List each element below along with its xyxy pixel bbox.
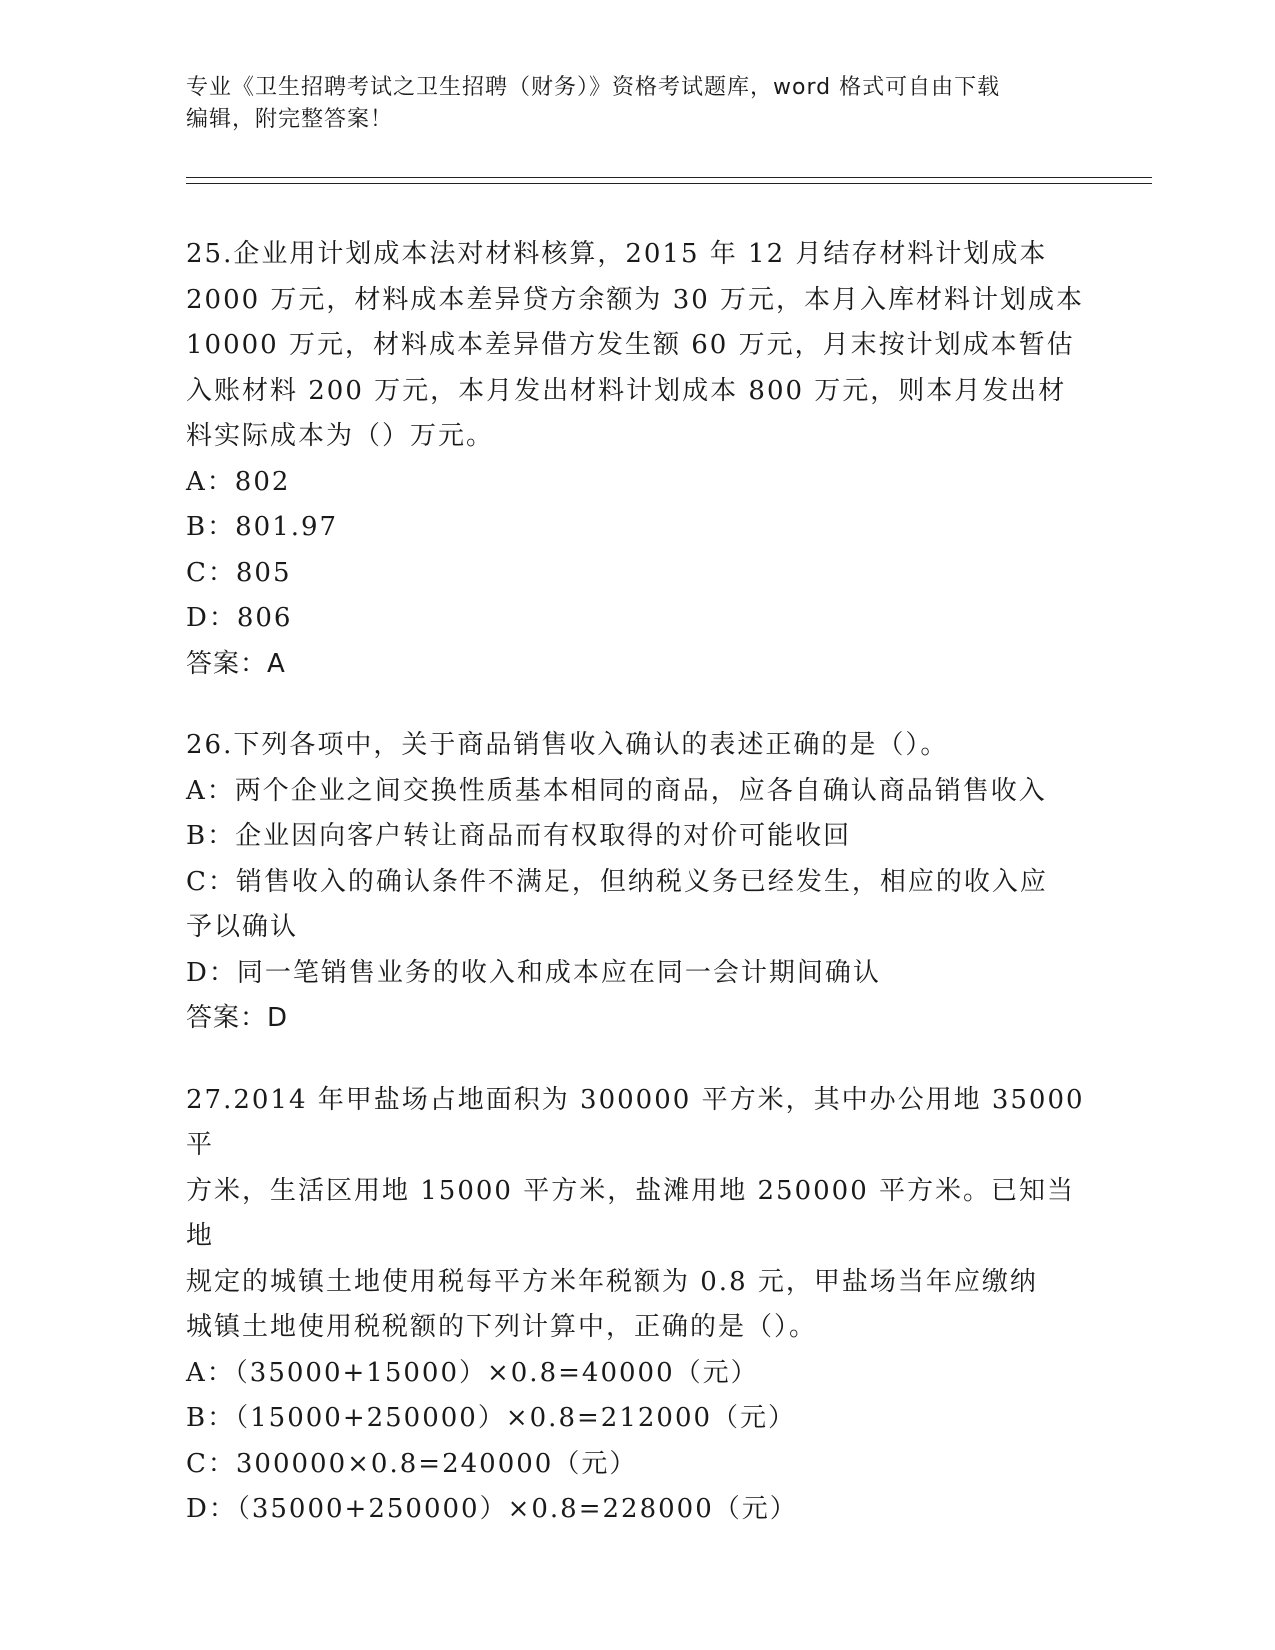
stem-line: 10000 万元，材料成本差异借方发生额 60 万元，月末按计划成本暂估: [186, 330, 1075, 360]
stem-line: 料实际成本为（）万元。: [186, 421, 495, 451]
stem-line: 方米，生活区用地 15000 平方米，盐滩用地 250000 平方米。已知当地: [186, 1175, 1076, 1251]
option-d: D：同一笔销售业务的收入和成本应在同一会计期间确认: [186, 957, 881, 988]
option-a: A：802: [186, 466, 291, 497]
stem-line: 26.下列各项中，关于商品销售收入确认的表述正确的是（）。: [186, 730, 949, 760]
question-25: [186, 232, 1086, 687]
question-stem: [186, 723, 1086, 769]
option-a: A：两个企业之间交换性质基本相同的商品，应各自确认商品销售收入: [186, 775, 1047, 806]
stem-line: 规定的城镇土地使用税每平方米年税额为 0.8 元，甲盐场当年应缴纳: [186, 1266, 1038, 1297]
option-a: A：（35000+15000）×0.8=40000（元）: [186, 1357, 759, 1388]
answer-line: 答案：D: [186, 1003, 289, 1033]
option-c: C：销售收入的确认条件不满足，但纳税义务已经发生，相应的收入应: [186, 866, 1048, 897]
header-line: 专业《卫生招聘考试之卫生招聘（财务）》资格考试题库，word 格式可自由下载: [186, 75, 1001, 100]
question-list: [186, 232, 1086, 1569]
stem-line: 25.企业用计划成本法对材料核算，2015 年 12 月结存材料计划成本: [186, 239, 1048, 269]
stem-line: 27.2014 年甲盐场占地面积为 300000 平方米，其中办公用地 35000 平: [186, 1084, 1085, 1160]
header-line: 编辑，附完整答案！: [186, 107, 394, 132]
question-stem: [186, 1078, 1086, 1351]
stem-line: 入账材料 200 万元，本月发出材料计划成本 800 万元，则本月发出材: [186, 375, 1067, 406]
question-27: [186, 1078, 1086, 1533]
header-divider: [186, 177, 1152, 178]
answer-line: 答案：A: [186, 648, 286, 679]
document-header: [186, 72, 1086, 136]
option-b: B：（15000+250000）×0.8=212000（元）: [186, 1403, 797, 1433]
option-b: B：801.97: [186, 512, 339, 542]
stem-line: 城镇土地使用税税额的下列计算中，正确的是（）。: [186, 1312, 818, 1342]
option-c: C：805: [186, 557, 292, 588]
option-d: D：（35000+250000）×0.8=228000（元）: [186, 1494, 798, 1524]
option-c-continued: 予以确认: [186, 912, 299, 942]
header-divider: [186, 183, 1152, 184]
stem-line: 2000 万元，材料成本差异贷方余额为 30 万元，本月入库材料计划成本: [186, 284, 1085, 315]
option-c: C：300000×0.8=240000（元）: [186, 1448, 638, 1479]
question-26: [186, 723, 1086, 1042]
option-d: D：806: [186, 603, 293, 633]
question-stem: [186, 232, 1086, 460]
option-b: B：企业因向客户转让商品而有权取得的对价可能收回: [186, 821, 852, 851]
